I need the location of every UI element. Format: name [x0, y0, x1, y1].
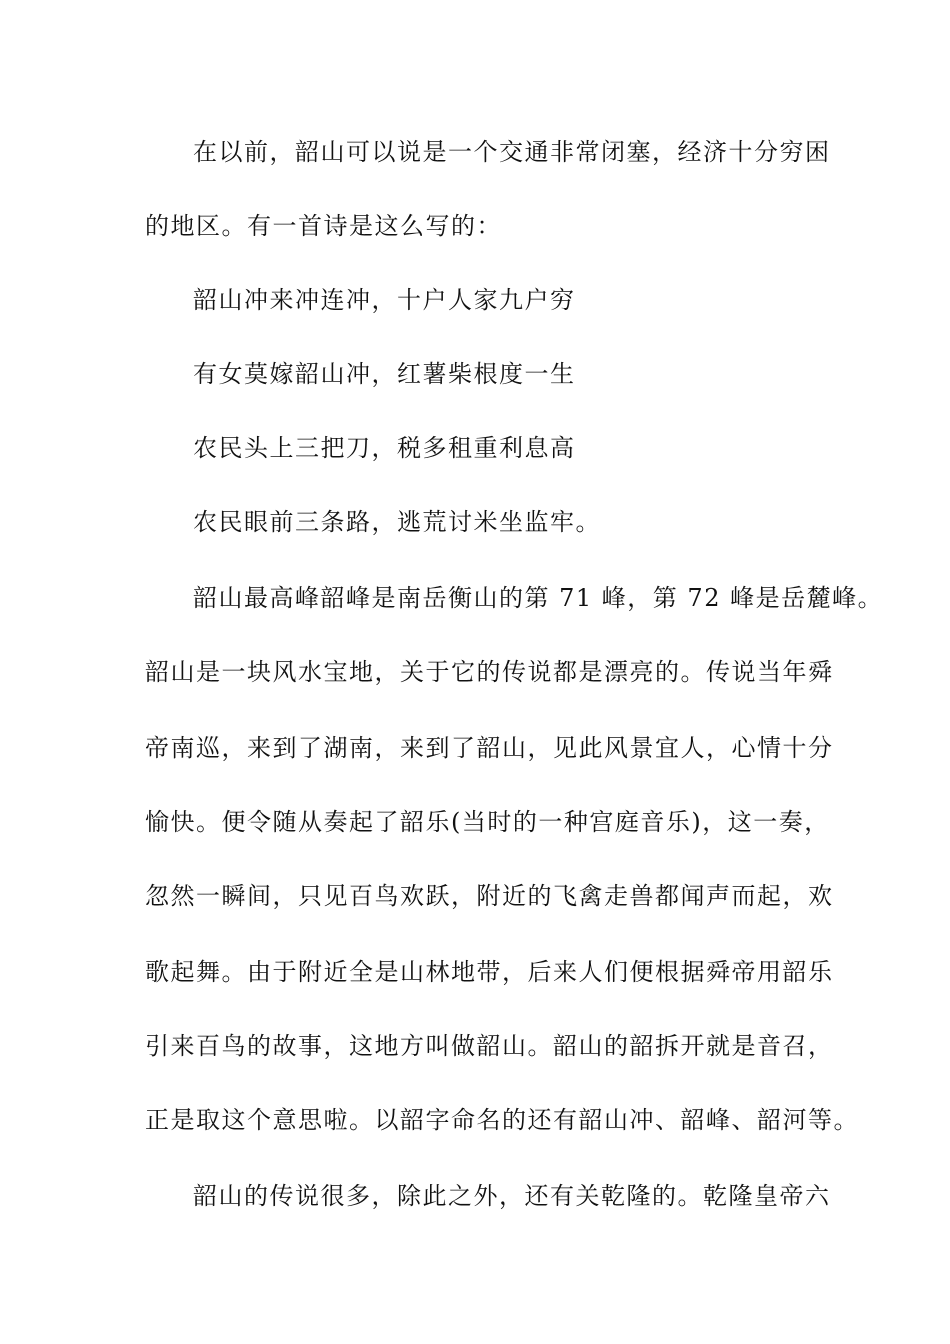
paragraph-line: 帝南巡，来到了湖南，来到了韶山，见此风景宜人，心情十分 [145, 734, 834, 762]
poem-line: 农民眼前三条路，逃荒讨米坐监牢。 [193, 508, 601, 536]
paragraph-line: 愉快。便令随从奏起了韶乐(当时的一种宫庭音乐)，这一奏， [145, 808, 830, 836]
paragraph-line: 韶山是一块风水宝地，关于它的传说都是漂亮的。传说当年舜 [145, 658, 834, 686]
paragraph-line: 在以前，韶山可以说是一个交通非常闭塞，经济十分穷困 [193, 138, 831, 166]
paragraph-line: 韶山的传说很多，除此之外，还有关乾隆的。乾隆皇帝六 [193, 1182, 831, 1210]
poem-line: 韶山冲来冲连冲，十户人家九户穷 [193, 286, 576, 314]
paragraph-line: 的地区。有一首诗是这么写的： [145, 212, 502, 240]
paragraph-line: 忽然一瞬间，只见百鸟欢跃，附近的飞禽走兽都闻声而起，欢 [145, 882, 834, 910]
poem-line: 有女莫嫁韶山冲，红薯柴根度一生 [193, 360, 576, 388]
paragraph-line: 韶山最高峰韶峰是南岳衡山的第 71 峰，第 72 峰是岳麓峰。 [193, 584, 884, 612]
poem-line: 农民头上三把刀，税多租重利息高 [193, 434, 576, 462]
paragraph-line: 引来百鸟的故事，这地方叫做韶山。韶山的韶拆开就是音召， [145, 1032, 834, 1060]
paragraph-line: 正是取这个意思啦。以韶字命名的还有韶山冲、韶峰、韶河等。 [145, 1106, 859, 1134]
paragraph-line: 歌起舞。由于附近全是山林地带，后来人们便根据舜帝用韶乐 [145, 958, 834, 986]
